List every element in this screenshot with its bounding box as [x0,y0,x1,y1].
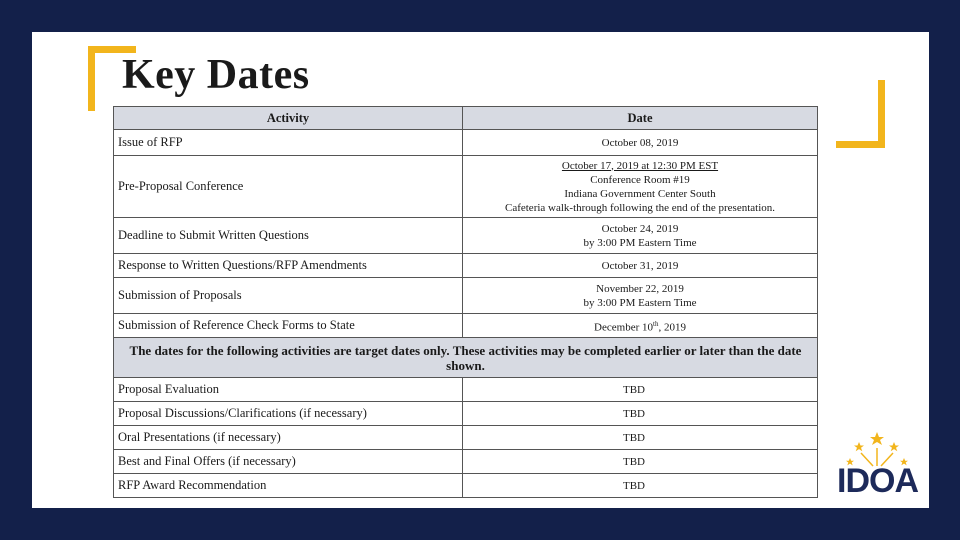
date-text: , 2019 [658,321,686,334]
table-row [114,378,818,402]
table-header-row [114,107,818,130]
date-line: Indiana Government Center South [564,187,716,200]
date-line: Conference Room #19 [590,173,690,186]
header-activity: Activity [114,107,463,130]
activity-cell: Best and Final Offers (if necessary) [114,450,463,474]
date-cell [463,156,818,218]
table-row [114,254,818,278]
idoa-logo-text: IDOA [837,462,918,500]
date-cell: TBD [463,450,818,474]
date-line: Cafeteria walk-through following the end of the presentation. [504,201,776,214]
activity-cell: Response to Written Questions/RFP Amendments [114,254,463,278]
table-row [114,450,818,474]
header-date: Date [463,107,818,130]
activity-cell: RFP Award Recommendation [114,474,463,498]
date-text: December 10 [594,321,653,334]
activity-cell: Proposal Evaluation [114,378,463,402]
date-cell [463,278,818,314]
date-cell: TBD [463,378,818,402]
slide [32,32,929,508]
date-cell: October 31, 2019 [463,254,818,278]
date-cell [463,314,818,338]
table-row [114,130,818,156]
table-row [114,402,818,426]
table-row [114,474,818,498]
activity-cell: Oral Presentations (if necessary) [114,426,463,450]
key-dates-table [113,106,818,498]
date-cell [463,218,818,254]
date-line: November 22, 2019 [596,282,684,295]
date-cell: October 08, 2019 [463,130,818,156]
activity-cell: Issue of RFP [114,130,463,156]
table-row [114,278,818,314]
table-row [114,426,818,450]
date-cell: TBD [463,402,818,426]
table-row [114,314,818,338]
activity-cell: Submission of Reference Check Forms to State [114,314,463,338]
date-line: by 3:00 PM Eastern Time [583,236,697,249]
activity-cell: Pre-Proposal Conference [114,156,463,218]
activity-cell: Proposal Discussions/Clarifications (if necessary) [114,402,463,426]
date-cell: TBD [463,426,818,450]
date-line: October 24, 2019 [601,222,679,235]
page-title: Key Dates [122,52,310,98]
date-cell: TBD [463,474,818,498]
activity-cell: Submission of Proposals [114,278,463,314]
date-line: by 3:00 PM Eastern Time [583,296,697,309]
date-superscript: th [653,319,659,328]
activity-cell: Deadline to Submit Written Questions [114,218,463,254]
corner-bracket-bottom-right [836,80,885,148]
table-row [114,218,818,254]
date-line: October 17, 2019 at 12:30 PM EST [561,159,719,172]
table-row [114,156,818,218]
target-dates-note-row [114,338,818,378]
target-dates-note: The dates for the following activities are target dates only. These activities may be completed earlier or later than the date shown. [114,338,818,378]
